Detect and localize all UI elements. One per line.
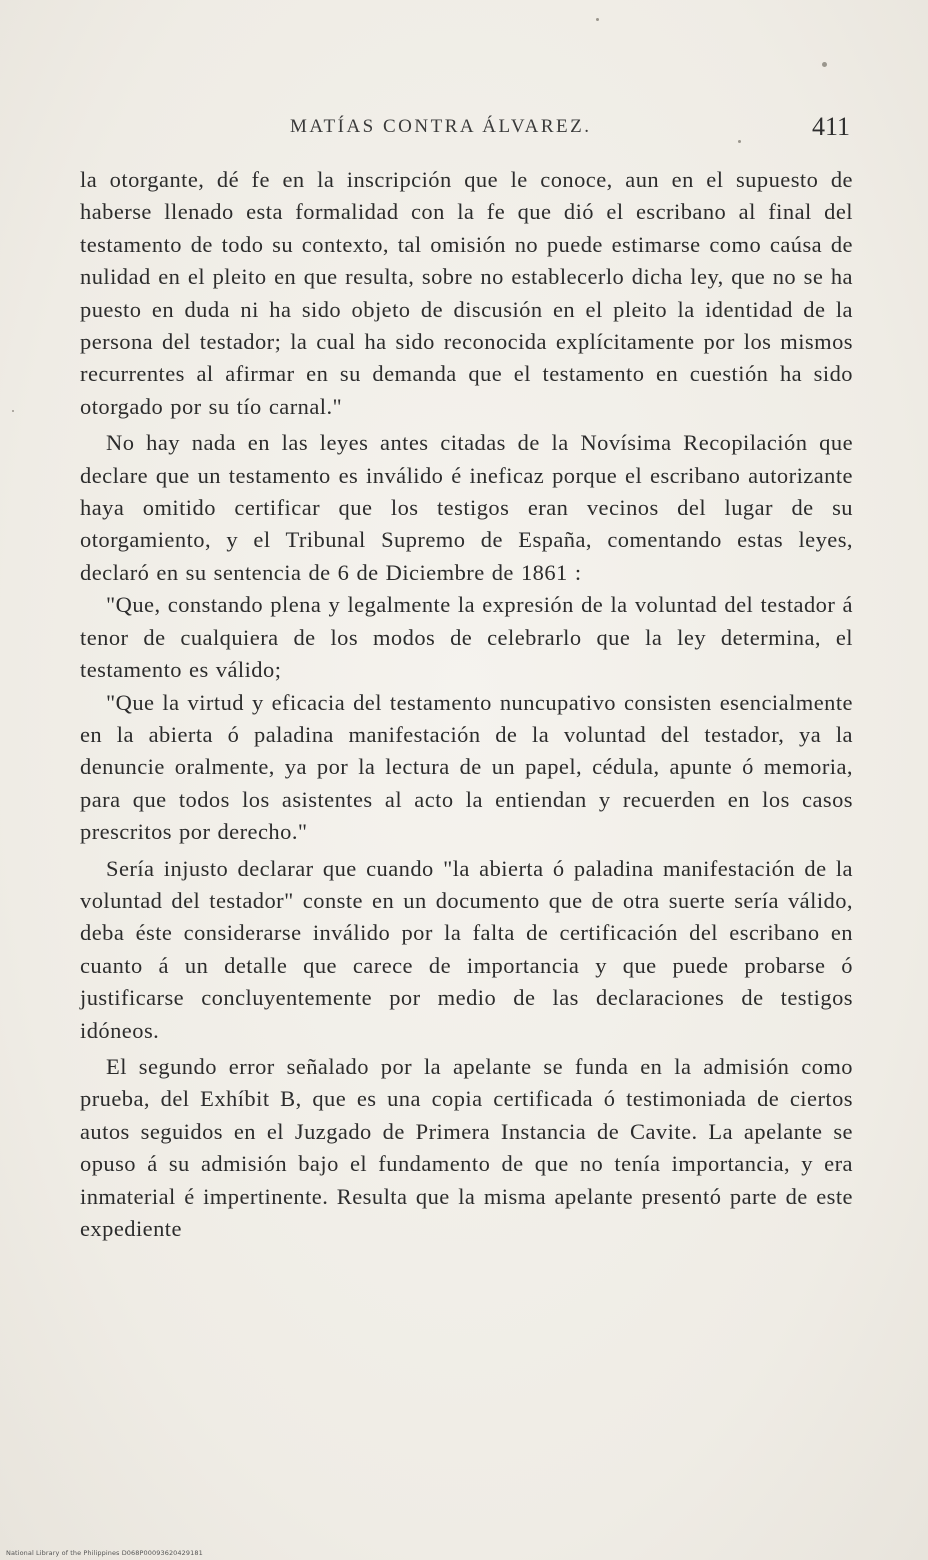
ink-speck bbox=[12, 410, 14, 412]
page-header bbox=[80, 112, 850, 146]
ink-speck bbox=[822, 62, 827, 67]
ink-speck bbox=[596, 18, 599, 21]
running-title: MATÍAS CONTRA ÁLVAREZ. bbox=[290, 116, 592, 137]
page-number: 411 bbox=[811, 112, 850, 141]
paragraph: El segundo error señalado por la apelante se funda en la admisión como prueba, del Exhíbit B, que es una copia certificada ó testimoniada de ciertos autos seguidos en el Juzgado de Primera Instancia de Cavite. La apelante se opuso á su admisión bajo el fundamento de que no tenía importancia, y era inmaterial é impertinente. Resulta que la misma apelante presentó parte de este expediente bbox=[80, 1053, 853, 1241]
paragraph: Sería injusto declarar que cuando "la abierta ó paladina manifestación de la voluntad del testador" conste en un documento que de otra suerte sería válido, deba éste considerarse inválido por la falta de certificación del escribano en cuanto á un detalle que carece de importancia y que puede probarse ó justificarse concluyentemente por medio de las declaraciones de testigos idóneos. bbox=[80, 855, 853, 1043]
scan-credit: National Library of the Philippines D068P00093620429181 bbox=[6, 1549, 203, 1557]
paragraph: "Que la virtud y eficacia del testamento nuncupativo consisten esencialmente en la abierta ó paladina manifestación de la voluntad del testador, ya la denuncie oralmente, ya por la lectura de un papel, cédula, apunte ó memoria, para que todos los asistentes al acto la entiendan y recuerden en los casos prescritos por derecho." bbox=[80, 689, 853, 845]
paragraph: No hay nada en las leyes antes citadas de la Novísima Recopilación que declare que un testamento es inválido é ineficaz porque el escribano autorizante haya omitido certificar que los testigos eran vecinos del lugar de su otorgamiento, y el Tribunal Supremo de España, comentando estas leyes, declaró en su sentencia de 6 de Diciembre de 1861 : bbox=[80, 430, 853, 585]
paragraph: la otorgante, dé fe en la inscripción que le conoce, aun en el supuesto de haberse llenado esta formalidad con la fe que dió el escribano al final del testamento de todo su contexto, tal omisión no puede estimarse como caúsa de nulidad en el pleito en que resulta, sobre no establecerlo dicha ley, que no se ha puesto en duda ni ha sido objeto de discusión en el pleito la identidad de la persona del testador; la cual ha sido reconocida explícitamente por los mismos recurrentes al afirmar en su demanda que el testamento en cuestión ha sido otorgado por su tío carnal." bbox=[80, 167, 853, 419]
paragraph: "Que, constando plena y legalmente la expresión de la voluntad del testador á tenor de cualquiera de los modos de celebrarlo que la ley determina, el testamento es válido; bbox=[80, 592, 853, 683]
body-text bbox=[80, 164, 853, 1245]
